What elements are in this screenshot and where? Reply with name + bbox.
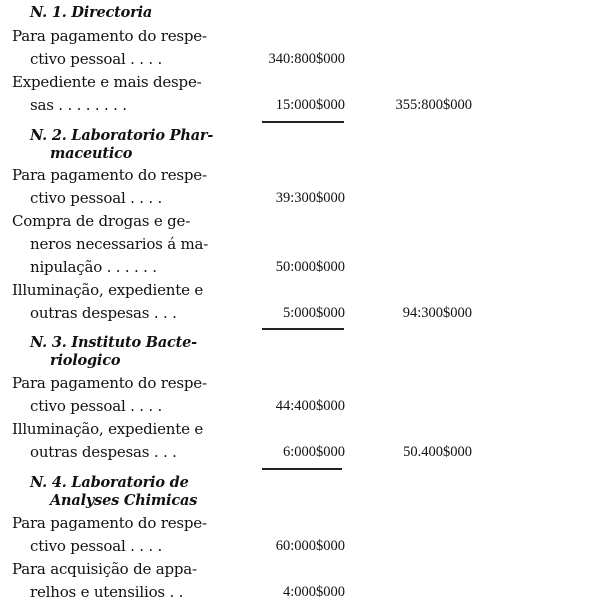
s2-item3-line1: Illuminação, expediente e [12, 281, 204, 299]
s1-item1-line2: ctivo pessoal . . . . [30, 50, 163, 68]
s1-item1-amount: 340:800$000 [268, 51, 345, 67]
s2-item1-amount: 39:300$000 [275, 190, 345, 206]
section-3-heading-line1: N. 3. Instituto Bacte- [30, 334, 197, 351]
s2-item1-line1: Para pagamento do respe- [12, 166, 207, 184]
section-4-heading-line2: Analyses Chimicas [50, 492, 198, 509]
s2-item3-amount: 5:000$000 [282, 305, 345, 321]
s3-item2-line2: outras despesas . . . [30, 443, 177, 461]
section-2-heading-line2: maceutico [50, 145, 133, 162]
s1-item2-amount: 15:000$000 [275, 97, 345, 113]
s2-item1-line2: ctivo pessoal . . . . [30, 189, 163, 207]
s4-item1-amount: 60:000$000 [275, 538, 345, 554]
s3-item1-line2: ctivo pessoal . . . . [30, 397, 163, 415]
s3-item1-line1: Para pagamento do respe- [12, 374, 207, 392]
s2-total: 94:300$000 [402, 305, 472, 321]
s1-item2-line1: Expediente e mais despe- [12, 73, 202, 91]
s4-item2-amount: 4:000$000 [282, 584, 345, 600]
s3-total-rule [262, 468, 342, 470]
s2-item2-line1: Compra de drogas e ge- [12, 212, 191, 230]
s3-item2-amount: 6:000$000 [282, 444, 345, 460]
s2-item3-line2: outras despesas . . . [30, 304, 177, 322]
s1-item2-line2: sas . . . . . . . . [30, 96, 127, 114]
s3-item2-line1: Illuminação, expediente e [12, 420, 204, 438]
s3-item1-amount: 44:400$000 [275, 398, 345, 414]
s4-item1-line1: Para pagamento do respe- [12, 514, 207, 532]
section-1-heading: N. 1. Directoria [30, 4, 153, 21]
s3-total: 50.400$000 [403, 444, 472, 460]
s2-total-rule [262, 328, 344, 330]
section-2-heading-line1: N. 2. Laboratorio Phar- [30, 127, 214, 144]
section-3-heading-line2: riologico [50, 352, 121, 369]
s1-total-rule [262, 121, 344, 123]
s1-total: 355:800$000 [395, 97, 472, 113]
s2-item2-amount: 50:000$000 [275, 259, 345, 275]
s4-item2-line1: Para acquisição de appa- [12, 560, 197, 578]
section-4-heading-line1: N. 4. Laboratorio de [30, 474, 189, 491]
s4-item1-line2: ctivo pessoal . . . . [30, 537, 163, 555]
s4-item2-line2: relhos e utensilios . . [30, 583, 184, 601]
s2-item2-line2: neros necessarios á ma- [30, 235, 209, 253]
s2-item2-line3: nipulação . . . . . . [30, 258, 157, 276]
s1-item1-line1: Para pagamento do respe- [12, 27, 207, 45]
